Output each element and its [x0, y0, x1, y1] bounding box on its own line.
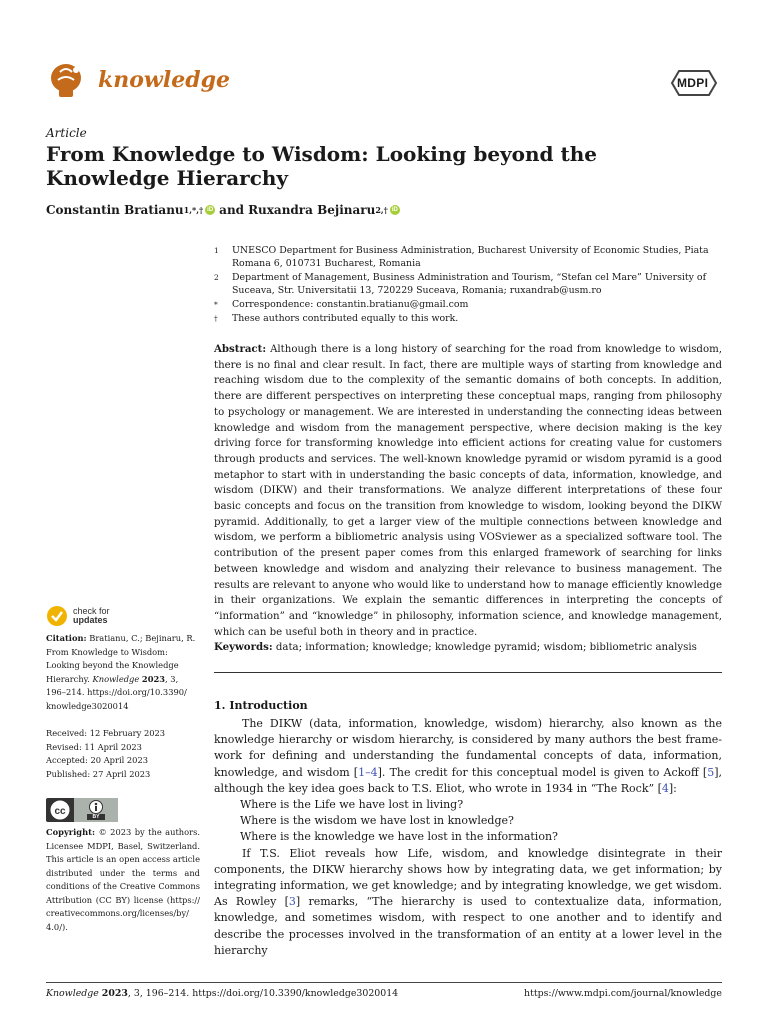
article-title: From Knowledge to Wisdom: Looking beyond the Knowledge Hierarchy [46, 142, 597, 190]
author-affiliation-marks: 2,† [375, 205, 388, 215]
section-divider [214, 672, 722, 673]
citation-label: Citation: [46, 633, 87, 643]
creative-commons-icon [48, 798, 72, 822]
affiliation-text: These authors contributed equally to this work. [232, 313, 459, 324]
footer-divider [46, 982, 722, 983]
author-affiliation-marks: 1,*,† [183, 205, 204, 215]
quote-line: Where is the Life we have lost in living? [240, 798, 464, 812]
affiliation-mark: 2 [214, 273, 219, 282]
quote-line: Where is the wisdom we have lost in knowledge? [240, 814, 514, 828]
footer-citation [46, 988, 398, 999]
citation-block [46, 632, 200, 713]
copyright-label: Copyright: [46, 827, 96, 837]
footer-doi[interactable]: , 3, 196–214. https://doi.org/10.3390/knowledge3020014 [127, 988, 399, 999]
paragraph-text: If T.S. Eliot reveals how Life, wisdom, and knowledge disintegrate in their components, the DIKW hierarchy shows how by integrating data, we get information; by integrating information, we get knowledge; and by integrating knowledge, we get wisdom. As Rowley [ [214, 846, 722, 909]
attribution-person-icon [89, 800, 103, 814]
citation-link[interactable]: 5 [707, 765, 715, 779]
paragraph-text: ]: [668, 781, 677, 795]
check-for-updates-badge[interactable] [46, 605, 110, 627]
affiliations [214, 244, 724, 325]
check-label: check for [73, 606, 110, 616]
paragraph-text: ], although the key idea goes back to T.S. Eliot, who wrote in 1934 in “The Rock” [ [214, 765, 722, 795]
copyright-text: © 2023 by the authors. Licensee MDPI, Basel, Switzerland. This article is an open access article distributed under the terms and conditions of the Creative Commons Attribution (CC BY) license (https:// creativecommons.org/licenses/by/ 4.0/). [46, 827, 200, 932]
updates-label: updates [73, 615, 108, 625]
paragraph [214, 716, 722, 797]
abstract-text: Although there is a long history of searching for the road from knowledge to wisdom, there is no final and clear result. In fact, there are multiple ways of starting from knowledge and reaching wisdom due to the complexity of the semantic domains of both concepts. In addition, there are different perspectives on interpreting these conceptual maps, ranging from philosophy to psychology or management. We are interested in understanding the connecting ideas between knowledge and wisdom from the management perspective, where decision making is the key driving force for transforming knowledge into efficient actions for creating value for customers through products and services. The well-known knowledge pyramid or wisdom pyramid is a good metaphor to start with in understanding the basic concepts of data, information, knowledge, and wisdom (DIKW) and their transformations. We analyze different interpretations of these four basic concepts and focus on the transition from knowledge to wisdom, looking beyond the DIKW pyramid. Additionally, to get a larger view of the multiple connections between knowledge and wisdom, we perform a bibliometric analysis using VOSviewer as a specialized software tool. The contribution of the present paper comes from this enlarged framework of searching for links between knowledge and wisdom and analyzing their relevance to business management. The results are relevant to anyone who would like to understand how to manage efficiently knowledge in their organizations. We explain the semantic differences in interpreting the concepts of “information” and “knowledge” in philosophy, information science, and knowledge management, which can be useful both in theory and in practice. [214, 344, 722, 638]
orcid-icon[interactable]: iD [391, 207, 398, 213]
author-name[interactable]: Constantin Bratianu [46, 203, 184, 217]
svg-text:cc: cc [54, 806, 66, 817]
publisher-logo[interactable] [668, 68, 720, 98]
citation-rest[interactable]: , 3, 196–214. https://doi.org/10.3390/ knowledge3020014 [46, 673, 187, 711]
paragraph-text: The DIKW (data, information, knowledge, wisdom) hierarchy, also known as the knowledge hierarchy or wisdom hierarchy, is considered by many authors the best frame-work for defining and understanding the fundamental concepts of data, information, knowledge, and wisdom [ [214, 717, 722, 779]
affiliation-mark: 1 [214, 246, 219, 255]
lightbulb-brain-icon [46, 60, 90, 100]
journal-logo [46, 60, 230, 100]
orcid-icon[interactable]: iD [207, 207, 214, 213]
abstract [214, 342, 722, 640]
keywords [214, 640, 722, 655]
section-heading: 1. Introduction [214, 699, 308, 712]
keywords-label: Keywords: [214, 641, 273, 653]
footer-journal-url[interactable]: https://www.mdpi.com/journal/knowledge [524, 988, 722, 999]
footer-year: 2023 [101, 988, 128, 999]
copyright-block [46, 826, 200, 934]
citation-link[interactable]: 4 [661, 781, 669, 795]
citation-link[interactable]: 3 [288, 895, 296, 909]
affiliation-item [214, 298, 724, 311]
paragraph [214, 846, 722, 959]
affiliation-item [214, 312, 724, 325]
quote-line: Where is the knowledge we have lost in the information? [240, 830, 558, 844]
citation-text: Bratianu, C.; Bejinaru, R. From Knowledge to Wisdom: Looking beyond the Knowledge Hierarchy. [46, 633, 196, 684]
introduction-body [214, 716, 722, 959]
journal-name[interactable]: knowledge [98, 67, 230, 93]
received-date: Received: 12 February 2023 [46, 728, 166, 738]
publication-dates [46, 727, 200, 781]
paragraph-text: ]. The credit for this conceptual model is given to Ackoff [ [377, 765, 708, 779]
author-conjunction: and [219, 203, 245, 217]
citation-year: 2023 [141, 673, 166, 684]
citation-journal: Knowledge [92, 673, 140, 684]
affiliation-text: Department of Management, Business Administration and Tourism, “Stefan cel Mare” University of Suceava, Str. Universitatii 13, 720229 Suceava, Romania; ruxandrab@usm.ro [232, 272, 707, 296]
affiliation-text: UNESCO Department for Business Administration, Bucharest University of Economic Studies, Piata Romana 6, 010731 Bucharest, Romania [232, 245, 709, 269]
publisher-name: MDPI [677, 76, 709, 90]
abstract-label: Abstract: [214, 343, 267, 355]
paragraph-text: ] remarks, “The hierarchy is used to contextualize data, information, knowledge, and sometimes wisdom, with respect to one another and to identify and describe the processes involved in the transformation of an entity at a lower level in the hierarchy [214, 895, 723, 957]
check-for-updates-icon [46, 605, 68, 627]
affiliation-item [214, 244, 724, 270]
article-type: Article [46, 126, 87, 140]
cc-by-license-badge[interactable] [46, 798, 118, 822]
citation-link[interactable]: 1–4 [358, 765, 378, 779]
author-name[interactable]: Ruxandra Bejinaru [248, 203, 376, 217]
affiliation-mark: * [214, 300, 218, 309]
cc-by-label: BY [87, 814, 106, 820]
author-list [46, 203, 404, 217]
attribution-panel [74, 798, 118, 822]
published-date: Published: 27 April 2023 [46, 768, 151, 779]
affiliation-item [214, 271, 724, 297]
revised-date: Revised: 11 April 2023 [46, 741, 142, 752]
affiliation-mark: † [214, 314, 218, 323]
footer-journal: Knowledge [46, 988, 99, 999]
keywords-text: data; information; knowledge; knowledge pyramid; wisdom; bibliometric analysis [275, 642, 697, 653]
affiliation-text: Correspondence: constantin.bratianu@gmail.com [232, 299, 469, 310]
accepted-date: Accepted: 20 April 2023 [46, 755, 149, 765]
check-for-updates-text [73, 607, 110, 625]
